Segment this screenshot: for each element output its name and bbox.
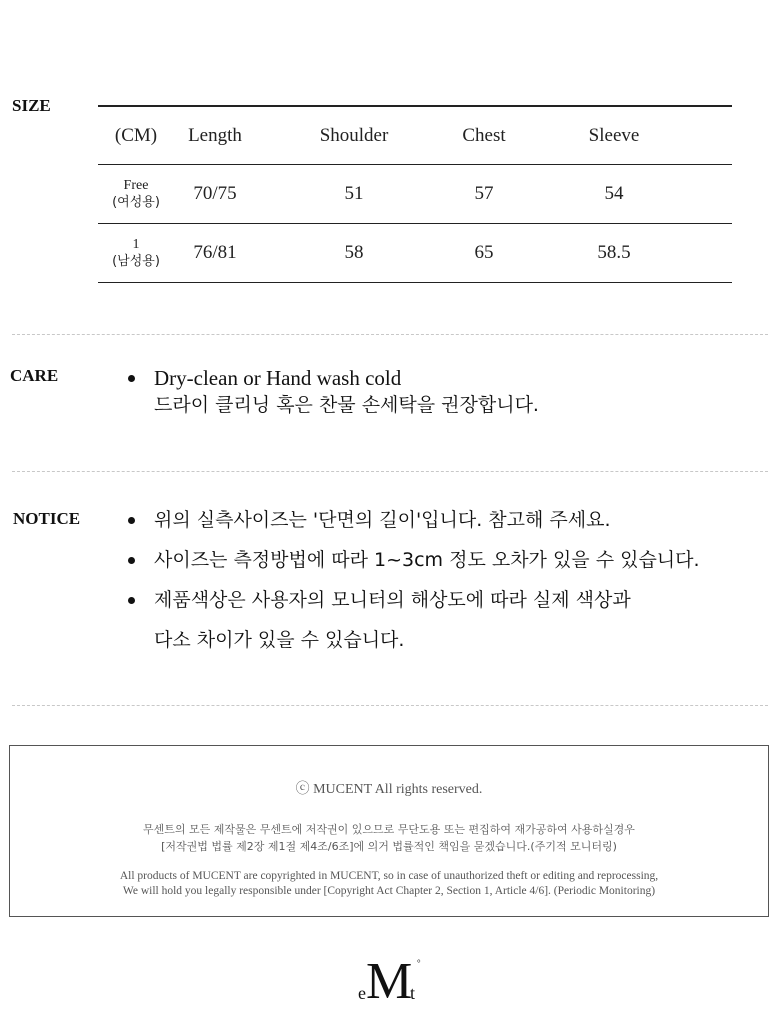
logo-letter-t: t xyxy=(410,983,416,1003)
cell-shoulder: 51 xyxy=(344,183,364,204)
cell-length: 70/75 xyxy=(193,183,237,204)
table-header-row xyxy=(98,107,732,164)
row-size: 1 xyxy=(132,237,140,252)
table-row xyxy=(98,165,732,223)
dashed-divider xyxy=(12,334,768,335)
bullet-icon xyxy=(128,597,135,604)
size-table xyxy=(98,105,732,283)
header-unit: (CM) xyxy=(114,124,158,146)
care-list xyxy=(128,365,539,419)
logo-letter-e: e xyxy=(358,983,366,1003)
row-size-label xyxy=(98,236,174,270)
row-size: Free xyxy=(123,178,149,193)
header-length: Length xyxy=(188,124,242,146)
logo-letter-m: M xyxy=(366,953,411,1010)
list-item-continuation xyxy=(128,620,700,660)
notice-list xyxy=(128,500,700,660)
copyright-title: ⓒ MUCENT All rights reserved. xyxy=(295,782,483,797)
brand-logo xyxy=(356,953,428,1010)
list-item xyxy=(128,500,700,540)
header-chest: Chest xyxy=(462,124,506,146)
copyright-ko-line1: 무센트의 모든 제작물은 무센트에 저작권이 있으므로 무단도용 또는 편집하여 재가공하여 사용하실경우 xyxy=(143,823,635,836)
table-row xyxy=(98,224,732,282)
dashed-divider xyxy=(12,471,768,472)
cell-shoulder: 58 xyxy=(344,242,364,263)
list-item xyxy=(128,540,700,580)
cell-sleeve: 54 xyxy=(604,183,624,204)
header-shoulder: Shoulder xyxy=(319,124,389,146)
logo-mark: ° xyxy=(417,958,421,968)
cell-chest: 65 xyxy=(474,242,494,263)
care-line-en: Dry-clean or Hand wash cold xyxy=(154,366,402,390)
notice-item-text: 제품색상은 사용자의 모니터의 해상도에 따라 실제 색상과 xyxy=(154,589,631,611)
bullet-icon xyxy=(128,517,135,524)
cell-chest: 57 xyxy=(474,183,494,204)
copyright-ko-line2: [저작권법 법률 제2장 제1절 제4조/6조]에 의거 법률적인 책임을 묻겠습니다.(주기적 모니터링) xyxy=(161,840,617,853)
list-item xyxy=(128,365,539,419)
list-item xyxy=(128,580,700,620)
row-gender: (남성용) xyxy=(112,254,160,269)
notice-item-text: 사이즈는 측정방법에 따라 1~3cm 정도 오차가 있을 수 있습니다. xyxy=(154,549,700,571)
copyright-box xyxy=(9,745,769,917)
size-section-label: SIZE xyxy=(12,96,51,115)
bullet-icon xyxy=(128,557,135,564)
cell-length: 76/81 xyxy=(193,242,237,263)
bullet-icon xyxy=(128,375,135,382)
row-gender: (여성용) xyxy=(112,195,160,210)
notice-item-text: 다소 차이가 있을 수 있습니다. xyxy=(154,629,405,651)
copyright-en-line2: We will hold you legally responsible under [Copyright Act Chapter 2, Section 1, Article 4/6]. (Periodic Monitoring) xyxy=(122,885,656,897)
dashed-divider xyxy=(12,705,768,706)
table-bottom-rule xyxy=(98,282,732,283)
notice-section-label: NOTICE xyxy=(13,509,81,528)
copyright-en-line1: All products of MUCENT are copyrighted in MUCENT, so in case of unauthorized theft or editing and reprocessing, xyxy=(119,870,659,882)
care-section-label: CARE xyxy=(10,366,59,385)
notice-item-text: 위의 실측사이즈는 '단면의 길이'입니다. 참고해 주세요. xyxy=(154,509,611,531)
header-sleeve: Sleeve xyxy=(588,124,640,146)
cell-sleeve: 58.5 xyxy=(597,242,631,263)
care-line-ko: 드라이 클리닝 혹은 찬물 손세탁을 권장합니다. xyxy=(154,394,539,416)
row-size-label xyxy=(98,177,174,211)
